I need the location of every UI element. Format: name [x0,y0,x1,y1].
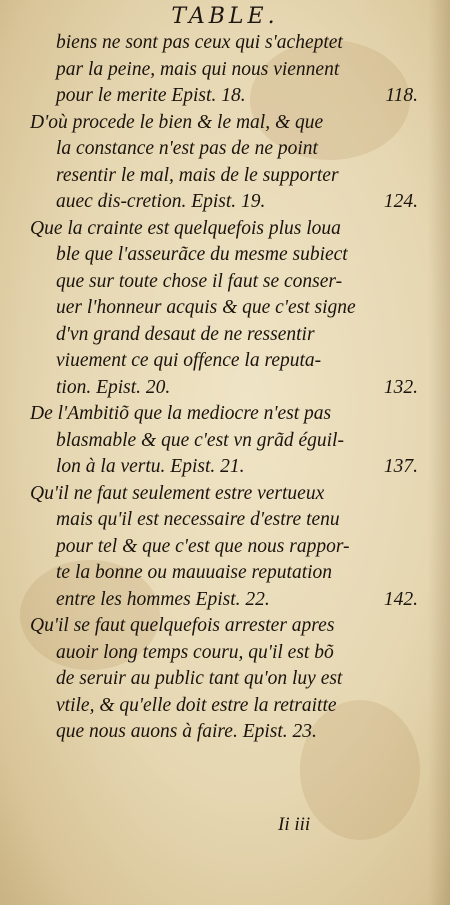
page-number: 142. [383,588,418,610]
entry-line: Qu'il se faut quelquefois arrester apres [30,615,335,636]
entry-text: pour le merite Epist. 18. [56,85,246,106]
running-header: TABLE. [171,4,279,29]
page-number: 118. [385,85,418,106]
entry-line [30,189,420,216]
toc-entry [30,401,420,481]
entry-line: Qu'il ne faut seulement estre vertueux [30,482,325,504]
entry-line [30,375,420,402]
entry-line: de seruir au public tant qu'on luy est [56,668,343,689]
signature-mark: Ii iii [278,814,311,835]
page-number: 124. [383,191,418,212]
entry-line: d'vn grand desaut de ne ressentir [56,323,315,345]
entry-text: lon à la vertu. Epist. 21. [56,456,245,477]
toc-entry [30,30,420,110]
entry-line: mais qu'il est necessaire d'estre tenu [56,509,340,530]
entry-text: auec dis-cretion. Epist. 19. [56,191,266,212]
table-of-contents [30,30,420,746]
entry-text: tion. Epist. 20. [56,376,171,398]
entry-line [30,83,420,110]
entry-line: que nous auons à faire. Epist. 23. [56,721,317,742]
page-number: 137. [383,456,418,477]
entry-line: viuement ce qui offence la reputa- [56,350,322,371]
entry-line: blasmable & que c'est vn grãd éguil- [56,429,344,451]
toc-entry [30,481,420,614]
entry-line [30,587,420,614]
entry-line: la constance n'est pas de ne point [56,138,318,159]
entry-line: te la bonne ou mauuaise reputation [56,562,333,583]
entry-line: auoir long temps couru, qu'il est bõ [56,641,334,663]
entry-line: De l'Ambitiõ que la mediocre n'est pas [30,403,332,424]
entry-line: resentir le mal, mais de le supporter [56,164,339,186]
entry-line: ble que l'asseurãce du mesme subiect [56,244,348,265]
page-number: 132. [383,376,418,398]
entry-line: pour tel & que c'est que nous rappor- [56,535,350,557]
toc-entry [30,613,420,746]
entry-line: vtile, & qu'elle doit estre la retraitte [56,694,337,716]
entry-line [30,454,420,481]
page-edge-shadow [428,0,450,905]
toc-entry [30,216,420,402]
toc-entry [30,110,420,216]
entry-line: D'où procede le bien & le mal, & que [30,111,324,133]
entry-line: Que la crainte est quelquefois plus loua [30,217,341,239]
entry-line: que sur toute chose il faut se conser- [56,270,343,292]
entry-text: entre les hommes Epist. 22. [56,588,270,610]
entry-line: biens ne sont pas ceux qui s'acheptet [56,32,343,53]
entry-line: par la peine, mais qui nous viennent [56,58,340,80]
entry-line: uer l'honneur acquis & que c'est signe [56,297,356,318]
